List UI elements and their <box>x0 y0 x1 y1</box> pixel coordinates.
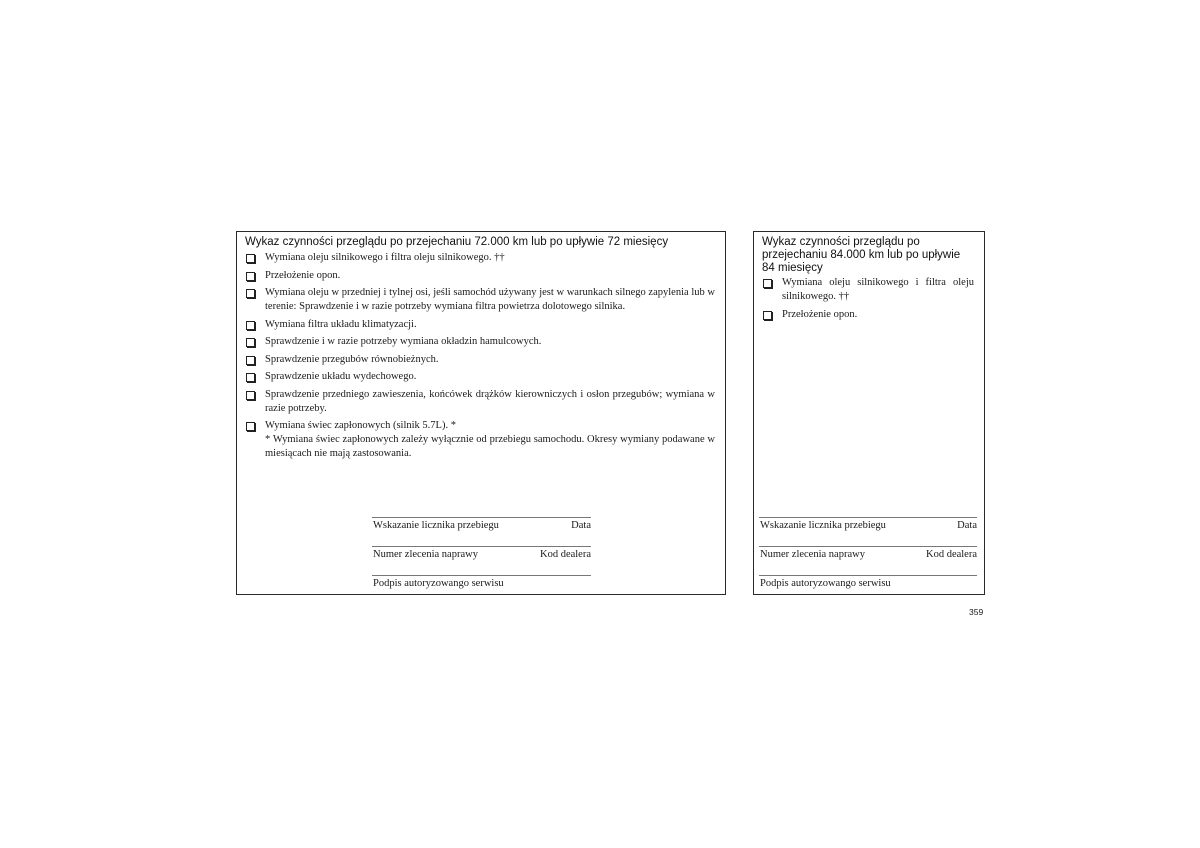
odometer-label: Wskazanie licznika przebiegu <box>760 520 886 531</box>
checkbox-icon[interactable] <box>246 289 255 298</box>
odometer-label: Wskazanie licznika przebiegu <box>373 520 499 531</box>
task-list <box>762 276 974 325</box>
page-number: 359 <box>969 607 984 617</box>
task-label: Wymiana świec zapłonowych (silnik 5.7L). * <box>265 420 456 431</box>
checkbox-icon[interactable] <box>246 321 255 330</box>
task-label: Przełożenie opon. <box>265 269 341 281</box>
checkbox-icon[interactable] <box>246 338 255 347</box>
checkbox-icon[interactable] <box>246 254 255 263</box>
task-label: Sprawdzenie i w razie potrzeby wymiana okładzin hamulcowych. <box>265 336 542 347</box>
task-label: Wymiana oleju silnikowego i filtra oleju silnikowego. †† <box>265 252 505 263</box>
signature-label: Podpis autoryzowango serwisu <box>760 578 891 589</box>
task-item <box>245 251 715 265</box>
checkbox-icon[interactable] <box>246 373 255 382</box>
signature-label: Podpis autoryzowango serwisu <box>373 578 504 589</box>
task-item <box>245 353 715 367</box>
task-item <box>245 318 715 332</box>
order-label: Numer zlecenia naprawy <box>760 549 865 560</box>
task-label: Sprawdzenie przegubów równobieżnych. <box>265 353 439 365</box>
task-item <box>245 419 715 461</box>
odometer-row[interactable] <box>372 517 591 547</box>
checkbox-icon[interactable] <box>246 422 255 431</box>
odometer-row[interactable] <box>759 517 977 547</box>
task-label: Przełożenie opon. <box>782 308 858 320</box>
signature-block <box>372 517 591 604</box>
task-item <box>245 286 715 314</box>
task-label: Sprawdzenie przedniego zawieszenia, końcówek drążków kierowniczych i osłon przegubów; wymiana w razie potrzeby. <box>265 388 715 414</box>
dealer-label: Kod dealera <box>539 549 591 560</box>
checkbox-icon[interactable] <box>246 391 255 400</box>
checkbox-icon[interactable] <box>763 311 772 320</box>
order-label: Numer zlecenia naprawy <box>373 549 478 560</box>
task-item <box>245 335 715 349</box>
service-card-84000 <box>753 231 985 595</box>
checkbox-icon[interactable] <box>246 356 255 365</box>
task-item <box>245 370 715 384</box>
task-item <box>245 269 715 283</box>
signature-row[interactable] <box>372 576 591 604</box>
date-label: Data <box>571 520 591 531</box>
footnote: * Wymiana świec zapłonowych zależy wyłącznie od przebiegu samochodu. Okresy wymiany podawane w miesiącach nie mają zastosowania. <box>265 434 715 459</box>
signature-row[interactable] <box>759 576 977 604</box>
card-title: Wykaz czynności przeglądu po przejechaniu 84.000 km lub po upływie 84 miesięcy <box>762 236 961 274</box>
service-card-72000 <box>236 231 726 595</box>
task-item <box>245 388 715 416</box>
signature-block <box>759 517 977 604</box>
task-item <box>762 276 974 304</box>
task-label: Wymiana oleju w przedniej i tylnej osi, jeśli samochód używany jest w warunkach silnego zapylenia lub w terenie: Sprawdzenie i w razie potrzeby wymiana filtra powietrza dolotowego silnika. <box>265 287 715 312</box>
task-list <box>245 251 715 465</box>
checkbox-icon[interactable] <box>246 272 255 281</box>
checkbox-icon[interactable] <box>763 279 772 288</box>
task-label: Wymiana oleju silnikowego i filtra oleju silnikowego. †† <box>782 277 974 302</box>
date-label: Data <box>957 520 977 531</box>
card-title: Wykaz czynności przeglądu po przejechaniu 72.000 km lub po upływie 72 miesięcy <box>245 236 669 248</box>
task-label: Sprawdzenie układu wydechowego. <box>265 371 417 382</box>
order-row[interactable] <box>372 547 591 576</box>
task-item <box>762 308 974 322</box>
dealer-label: Kod dealera <box>925 549 977 560</box>
task-label: Wymiana filtra układu klimatyzacji. <box>265 318 417 330</box>
order-row[interactable] <box>759 547 977 576</box>
